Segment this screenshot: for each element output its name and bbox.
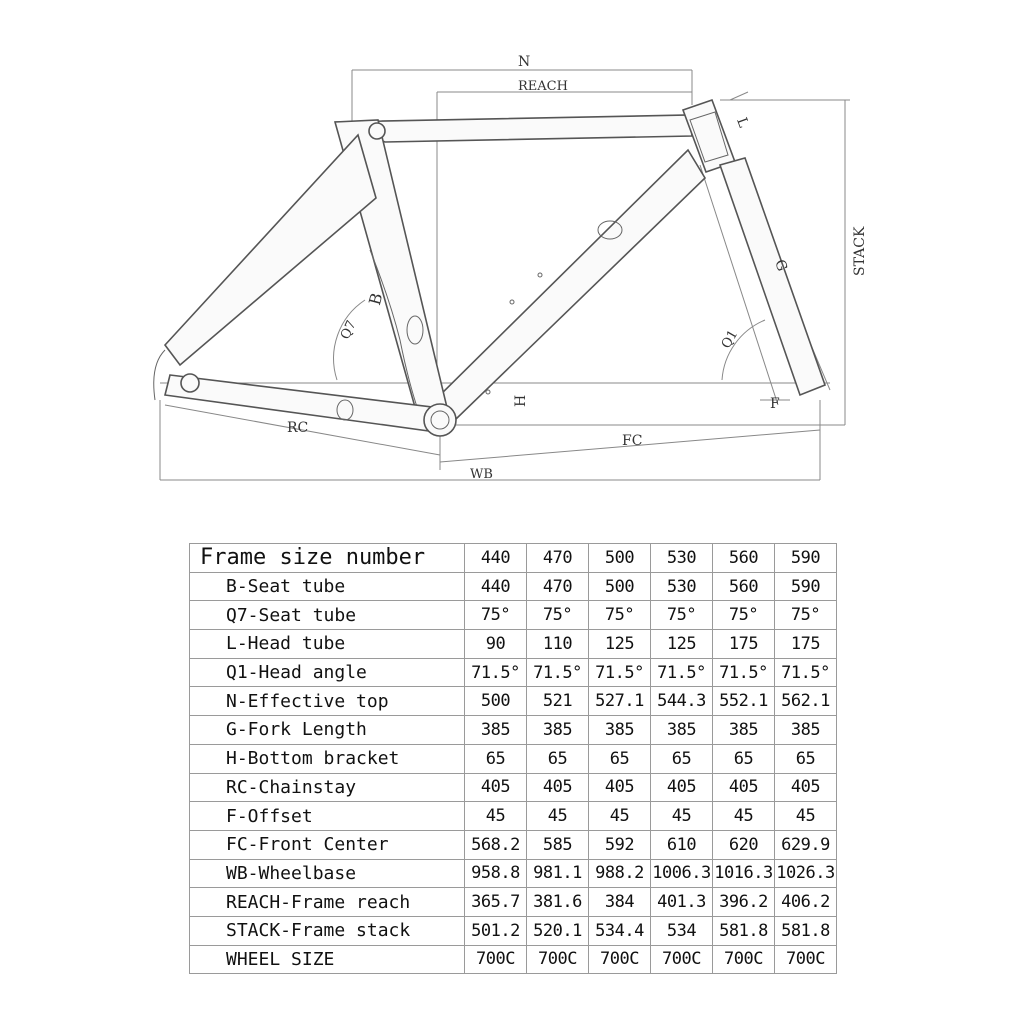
row-label-cell: WB-Wheelbase <box>190 859 465 888</box>
value-cell: 65 <box>713 744 775 773</box>
row-label-cell: FC-Front Center <box>190 830 465 859</box>
value-cell: 700C <box>589 945 651 974</box>
row-label-cell: G-Fork Length <box>190 716 465 745</box>
value-cell: 71.5° <box>713 658 775 687</box>
value-cell: 45 <box>465 802 527 831</box>
value-cell: 175 <box>713 630 775 659</box>
value-cell: 385 <box>589 716 651 745</box>
value-cell: 527.1 <box>589 687 651 716</box>
value-cell: 405 <box>527 773 589 802</box>
row-label-cell: Q7-Seat tube <box>190 601 465 630</box>
value-cell: 125 <box>651 630 713 659</box>
label-q1: Q1 <box>718 327 742 352</box>
row-label-cell: H-Bottom bracket <box>190 744 465 773</box>
value-cell: 981.1 <box>527 859 589 888</box>
value-cell: 521 <box>527 687 589 716</box>
geometry-table-body <box>190 544 837 974</box>
table-row <box>190 945 837 974</box>
label-f: F <box>770 396 780 412</box>
value-cell: 500 <box>589 572 651 601</box>
table-row <box>190 630 837 659</box>
size-header-cell: 470 <box>527 544 589 573</box>
value-cell: 534 <box>651 916 713 945</box>
value-cell: 501.2 <box>465 916 527 945</box>
value-cell: 71.5° <box>465 658 527 687</box>
size-header-cell: 530 <box>651 544 713 573</box>
row-label-cell: N-Effective top <box>190 687 465 716</box>
value-cell: 700C <box>775 945 837 974</box>
table-row <box>190 916 837 945</box>
label-g: G <box>771 257 790 274</box>
value-cell: 500 <box>465 687 527 716</box>
label-wb: WB <box>470 467 493 482</box>
row-label-cell: REACH-Frame reach <box>190 888 465 917</box>
value-cell: 988.2 <box>589 859 651 888</box>
value-cell: 45 <box>775 802 837 831</box>
table-row <box>190 744 837 773</box>
value-cell: 1016.3 <box>713 859 775 888</box>
value-cell: 75° <box>651 601 713 630</box>
table-row <box>190 687 837 716</box>
value-cell: 620 <box>713 830 775 859</box>
value-cell: 1026.3 <box>775 859 837 888</box>
value-cell: 560 <box>713 572 775 601</box>
header-label-cell: Frame size number <box>190 544 465 573</box>
value-cell: 75° <box>465 601 527 630</box>
value-cell: 71.5° <box>651 658 713 687</box>
value-cell: 581.8 <box>713 916 775 945</box>
value-cell: 385 <box>465 716 527 745</box>
value-cell: 45 <box>589 802 651 831</box>
label-q7: Q7 <box>337 318 360 342</box>
row-label-cell: Q1-Head angle <box>190 658 465 687</box>
value-cell: 75° <box>589 601 651 630</box>
value-cell: 381.6 <box>527 888 589 917</box>
value-cell: 568.2 <box>465 830 527 859</box>
size-header-cell: 560 <box>713 544 775 573</box>
frame-geometry-table <box>189 543 837 974</box>
table-row <box>190 859 837 888</box>
table-row <box>190 572 837 601</box>
value-cell: 1006.3 <box>651 859 713 888</box>
bicycle-frame <box>154 100 825 436</box>
label-h: H <box>513 394 529 407</box>
value-cell: 75° <box>527 601 589 630</box>
value-cell: 610 <box>651 830 713 859</box>
value-cell: 65 <box>589 744 651 773</box>
value-cell: 45 <box>527 802 589 831</box>
size-header-cell: 500 <box>589 544 651 573</box>
value-cell: 65 <box>527 744 589 773</box>
row-label-cell: WHEEL SIZE <box>190 945 465 974</box>
table-row <box>190 716 837 745</box>
table-row <box>190 658 837 687</box>
value-cell: 365.7 <box>465 888 527 917</box>
value-cell: 396.2 <box>713 888 775 917</box>
value-cell: 384 <box>589 888 651 917</box>
value-cell: 75° <box>713 601 775 630</box>
value-cell: 562.1 <box>775 687 837 716</box>
value-cell: 45 <box>713 802 775 831</box>
value-cell: 45 <box>651 802 713 831</box>
label-fc: FC <box>622 433 643 449</box>
value-cell: 534.4 <box>589 916 651 945</box>
table-header-row <box>190 544 837 573</box>
value-cell: 65 <box>775 744 837 773</box>
table-row <box>190 888 837 917</box>
row-label-cell: L-Head tube <box>190 630 465 659</box>
value-cell: 629.9 <box>775 830 837 859</box>
table-row <box>190 802 837 831</box>
value-cell: 405 <box>589 773 651 802</box>
value-cell: 110 <box>527 630 589 659</box>
value-cell: 385 <box>527 716 589 745</box>
value-cell: 401.3 <box>651 888 713 917</box>
value-cell: 440 <box>465 572 527 601</box>
value-cell: 175 <box>775 630 837 659</box>
label-reach: REACH <box>518 79 568 94</box>
value-cell: 71.5° <box>775 658 837 687</box>
row-label-cell: RC-Chainstay <box>190 773 465 802</box>
size-header-cell: 590 <box>775 544 837 573</box>
value-cell: 71.5° <box>527 658 589 687</box>
value-cell: 405 <box>775 773 837 802</box>
value-cell: 405 <box>713 773 775 802</box>
value-cell: 700C <box>713 945 775 974</box>
row-label-cell: F-Offset <box>190 802 465 831</box>
value-cell: 406.2 <box>775 888 837 917</box>
row-label-cell: B-Seat tube <box>190 572 465 601</box>
value-cell: 585 <box>527 830 589 859</box>
value-cell: 65 <box>465 744 527 773</box>
table-row <box>190 601 837 630</box>
value-cell: 590 <box>775 572 837 601</box>
value-cell: 700C <box>527 945 589 974</box>
value-cell: 520.1 <box>527 916 589 945</box>
table-row <box>190 830 837 859</box>
value-cell: 75° <box>775 601 837 630</box>
label-l: L <box>733 115 752 130</box>
value-cell: 405 <box>651 773 713 802</box>
value-cell: 700C <box>465 945 527 974</box>
value-cell: 71.5° <box>589 658 651 687</box>
value-cell: 700C <box>651 945 713 974</box>
value-cell: 552.1 <box>713 687 775 716</box>
value-cell: 470 <box>527 572 589 601</box>
table-row <box>190 773 837 802</box>
value-cell: 385 <box>651 716 713 745</box>
value-cell: 90 <box>465 630 527 659</box>
size-header-cell: 440 <box>465 544 527 573</box>
value-cell: 581.8 <box>775 916 837 945</box>
value-cell: 65 <box>651 744 713 773</box>
row-label-cell: STACK-Frame stack <box>190 916 465 945</box>
label-rc: RC <box>287 420 309 436</box>
value-cell: 530 <box>651 572 713 601</box>
value-cell: 544.3 <box>651 687 713 716</box>
value-cell: 385 <box>713 716 775 745</box>
value-cell: 125 <box>589 630 651 659</box>
value-cell: 405 <box>465 773 527 802</box>
label-stack: STACK <box>852 226 868 276</box>
value-cell: 958.8 <box>465 859 527 888</box>
label-n: N <box>518 54 531 70</box>
label-b: B <box>365 290 387 308</box>
value-cell: 592 <box>589 830 651 859</box>
value-cell: 385 <box>775 716 837 745</box>
